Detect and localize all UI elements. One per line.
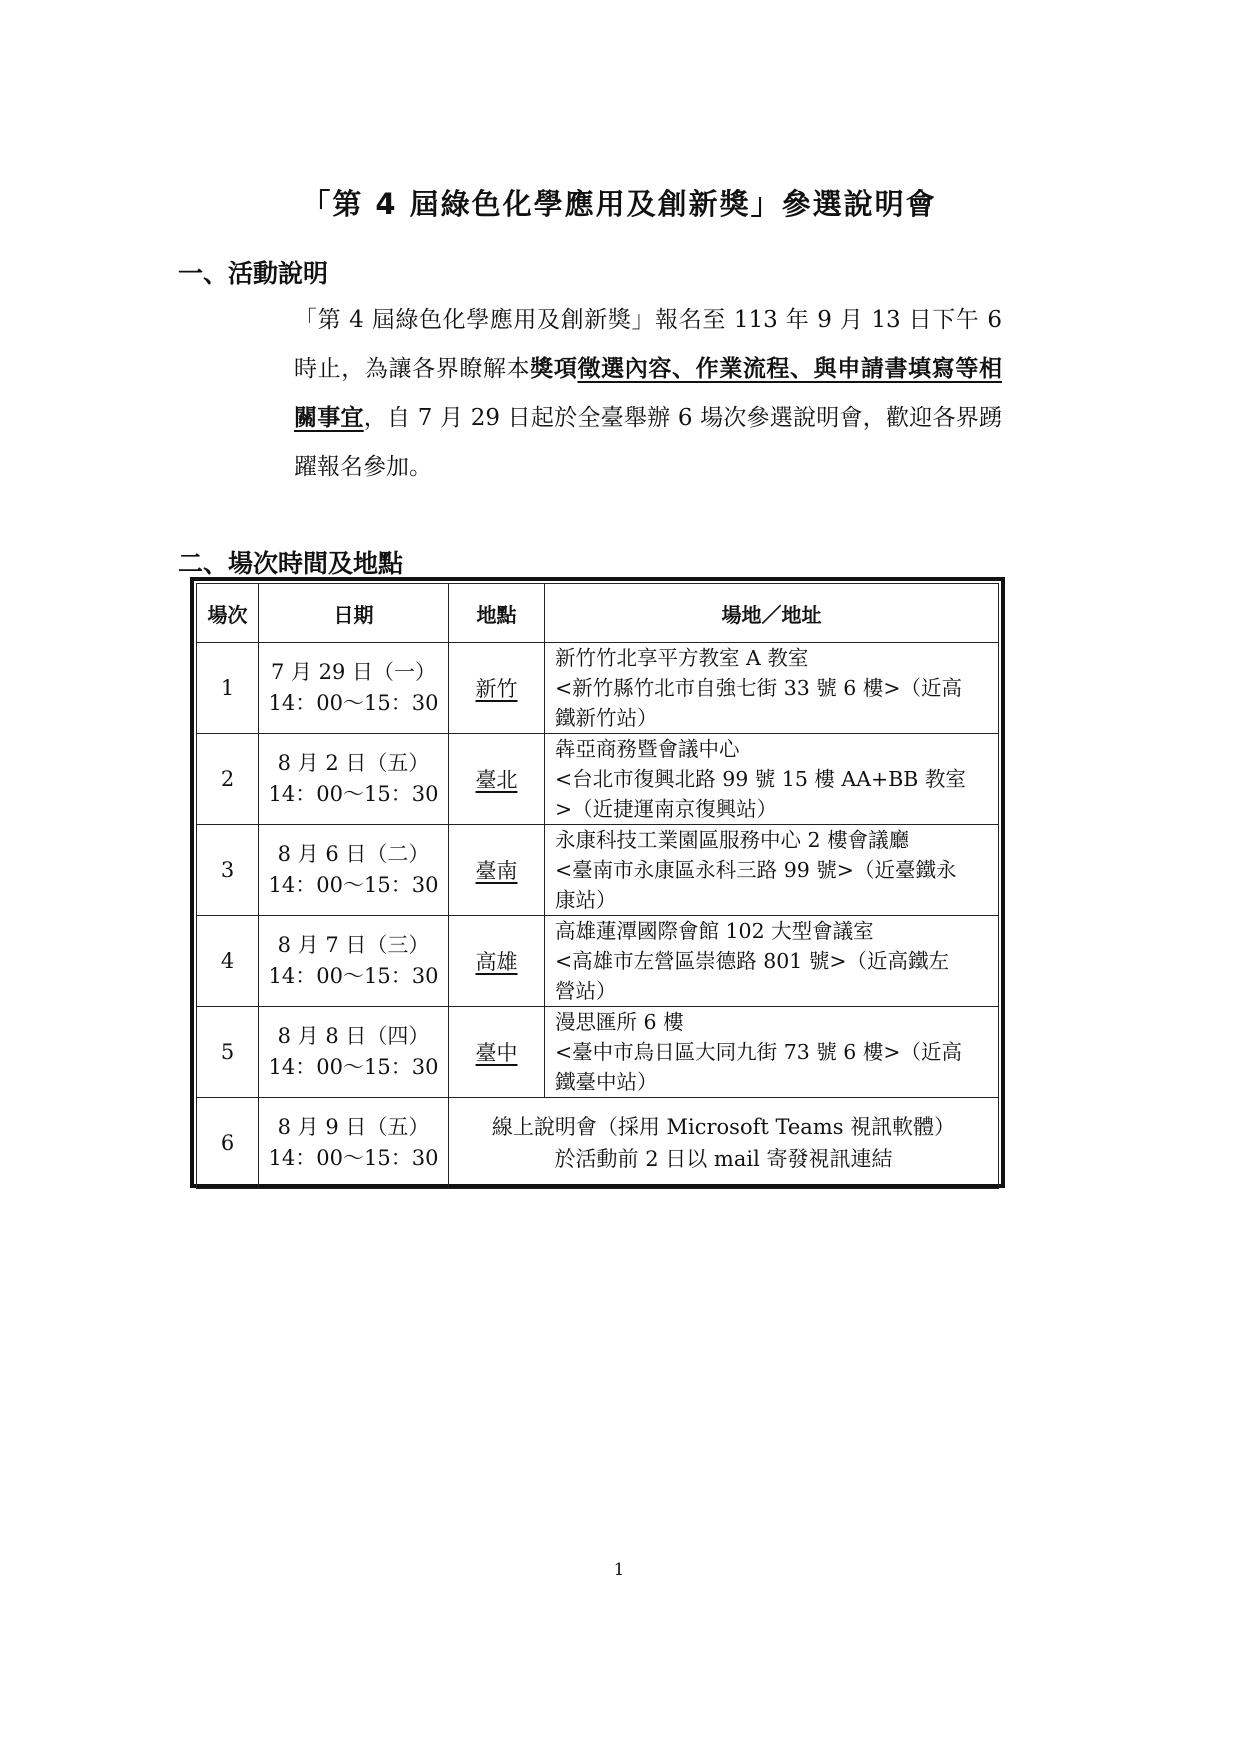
table-row — [197, 734, 999, 825]
session-number: 4 — [197, 916, 259, 1007]
session-location: 新竹 — [449, 643, 545, 734]
header-session: 場次 — [197, 584, 259, 643]
table-row — [197, 825, 999, 916]
session-location: 臺中 — [449, 1007, 545, 1098]
session-location: 高雄 — [449, 916, 545, 1007]
para-text-1: 「第 4 屆綠色化學應用及創新獎」報名至 113 年 9 月 13 日下午 6 時止，為讓各界瞭解本 — [294, 307, 1002, 382]
header-venue: 場地／地址 — [545, 584, 999, 643]
session-venue: 犇亞商務暨會議中心 <台北市復興北路 99 號 15 樓 AA+BB 教室 >（近捷運南京復興站） — [545, 734, 999, 825]
session-number: 3 — [197, 825, 259, 916]
page-number: 1 — [613, 1560, 625, 1580]
session-number: 6 — [197, 1098, 259, 1189]
activity-description — [232, 296, 1002, 492]
section-heading-activity: 一、活動說明 — [178, 259, 329, 288]
activity-paragraph — [232, 296, 1002, 492]
section-heading-schedule: 二、場次時間及地點 — [178, 549, 404, 578]
session-venue: 高雄蓮潭國際會館 102 大型會議室 <高雄市左營區崇德路 801 號>（近高鐵左 營站） — [545, 916, 999, 1007]
table-row-online — [197, 1098, 999, 1189]
session-venue: 永康科技工業園區服務中心 2 樓會議廳 <臺南市永康區永科三路 99 號>（近臺鐵永 康站） — [545, 825, 999, 916]
session-date: 8 月 7 日（三） 14：00～15：30 — [259, 916, 449, 1007]
table-row — [197, 1007, 999, 1098]
table-row — [197, 916, 999, 1007]
session-number: 1 — [197, 643, 259, 734]
online-session-info: 線上說明會（採用 Microsoft Teams 視訊軟體） 於活動前 2 日以 mail 寄發視訊連結 — [449, 1098, 999, 1189]
table-row — [197, 643, 999, 734]
para-emphasis-2: 徵選內容、作業流程、與申請書填寫等相關事宜 — [294, 356, 1003, 431]
para-emphasis-1: 獎項 — [530, 356, 578, 382]
session-number: 5 — [197, 1007, 259, 1098]
schedule-table-frame — [190, 577, 1005, 1188]
session-number: 2 — [197, 734, 259, 825]
session-date: 7 月 29 日（一） 14：00～15：30 — [259, 643, 449, 734]
session-date: 8 月 8 日（四） 14：00～15：30 — [259, 1007, 449, 1098]
session-location: 臺北 — [449, 734, 545, 825]
session-venue: 漫思匯所 6 樓 <臺中市烏日區大同九街 73 號 6 樓>（近高 鐵臺中站） — [545, 1007, 999, 1098]
session-location: 臺南 — [449, 825, 545, 916]
session-date: 8 月 6 日（二） 14：00～15：30 — [259, 825, 449, 916]
session-date: 8 月 2 日（五） 14：00～15：30 — [259, 734, 449, 825]
table-header-row — [197, 584, 999, 643]
schedule-table — [196, 583, 999, 1189]
header-date: 日期 — [259, 584, 449, 643]
session-date: 8 月 9 日（五） 14：00～15：30 — [259, 1098, 449, 1189]
session-venue: 新竹竹北享平方教室 A 教室 <新竹縣竹北市自強七街 33 號 6 樓>（近高 鐵新竹站） — [545, 643, 999, 734]
para-text-2: ，自 7 月 29 日起於全臺舉辦 6 場次參選說明會，歡迎各界踴躍報名參加。 — [294, 405, 1003, 480]
header-location: 地點 — [449, 584, 545, 643]
document-title: 「第 4 屆綠色化學應用及創新獎」參選說明會 — [301, 187, 937, 221]
